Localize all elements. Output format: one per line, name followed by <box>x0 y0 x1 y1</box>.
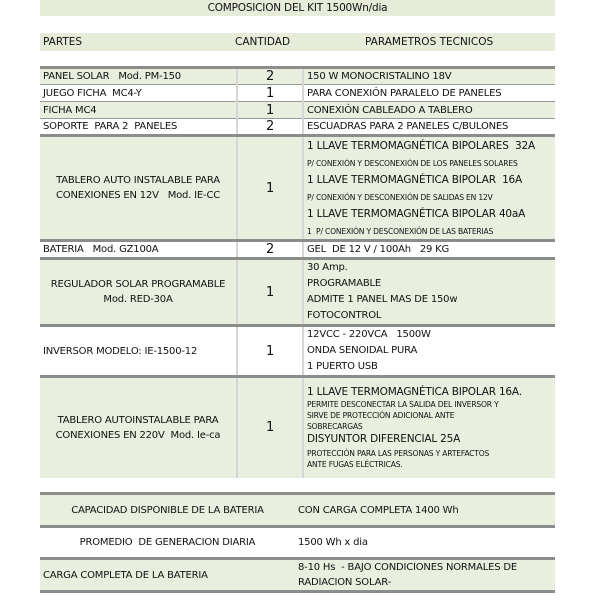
param-note: SIRVE DE PROTECCIÓN ADICIONAL ANTE <box>307 411 455 421</box>
part-name <box>40 377 237 478</box>
param-note: PERMITE DESCONECTAR LA SALIDA DEL INVERSOR Y <box>307 400 499 410</box>
part-params: 150 W MONOCRISTALINO 18V <box>303 68 555 85</box>
summary-row <box>40 527 555 559</box>
part-name: PANEL SOLAR Mod. PM-150 <box>40 68 237 85</box>
column-header-parts: PARTES <box>43 36 83 48</box>
column-header-params: PARAMETROS TECNICOS <box>365 36 494 48</box>
table-row <box>40 326 555 377</box>
part-params: PARA CONEXIÓN PARALELO DE PANELES <box>303 85 555 102</box>
table-row <box>40 85 555 102</box>
kit-composition-document <box>40 0 555 588</box>
table-row <box>40 119 555 136</box>
part-name: INVERSOR MODELO: IE-1500-12 <box>40 326 237 377</box>
part-quantity: 1 <box>237 326 303 377</box>
summary-row <box>40 494 555 527</box>
summary-label: PROMEDIO DE GENERACION DIARIA <box>40 527 295 559</box>
param-line: 12VCC - 220VCA 1500W <box>307 329 431 340</box>
table-row <box>40 259 555 326</box>
part-name <box>40 136 237 241</box>
part-name <box>40 259 237 326</box>
summary-value: CON CARGA COMPLETA 1400 Wh <box>295 494 555 527</box>
part-name: JUEGO FICHA MC4-Y <box>40 85 237 102</box>
column-header-qty: CANTIDAD <box>235 36 291 48</box>
part-params: GEL DE 12 V / 100Ah 29 KG <box>303 241 555 259</box>
summary-table <box>40 492 555 593</box>
table-row <box>40 102 555 119</box>
document-title: COMPOSICION DEL KIT 1500Wn/dia <box>40 0 555 16</box>
part-quantity: 2 <box>237 68 303 85</box>
part-params: ESCUADRAS PARA 2 PANELES C/BULONES <box>303 119 555 136</box>
param-note: P/ CONEXIÓN Y DESCONEXIÓN DE LOS PANELES SOLARES <box>307 159 518 168</box>
summary-row <box>40 559 555 592</box>
param-line: PROGRAMABLE <box>307 278 382 289</box>
summary-value-line: RADIACION SOLAR- <box>298 577 391 588</box>
part-quantity: 2 <box>237 119 303 136</box>
part-name: SOPORTE PARA 2 PANELES <box>40 119 237 136</box>
part-quantity: 1 <box>237 377 303 478</box>
summary-value-line: 8-10 Hs - BAJO CONDICIONES NORMALES DE <box>298 562 517 573</box>
parts-table <box>40 66 555 478</box>
param-line: DISYUNTOR DIFERENCIAL 25A <box>307 433 461 446</box>
param-line: 1 LLAVE TERMOMAGNÉTICA BIPOLARES 32A <box>307 140 535 152</box>
table-header <box>40 33 555 51</box>
part-name-line: CONEXIONES EN 12V Mod. IE-CC <box>55 190 221 201</box>
param-line: 1 LLAVE TERMOMAGNÉTICA BIPOLAR 16A <box>307 174 523 186</box>
summary-label: CARGA COMPLETA DE LA BATERIA <box>40 559 295 592</box>
param-line: 1 PUERTO USB <box>307 361 378 372</box>
param-line: 1 LLAVE TERMOMAGNÉTICA BIPOLAR 16A. <box>307 386 522 399</box>
part-quantity: 1 <box>237 85 303 102</box>
part-quantity: 2 <box>237 241 303 259</box>
part-name: BATERIA Mod. GZ100A <box>40 241 237 259</box>
param-line: 30 Amp. <box>307 262 348 273</box>
summary-label: CAPACIDAD DISPONIBLE DE LA BATERIA <box>40 494 295 527</box>
table-row <box>40 377 555 478</box>
param-line: ADMITE 1 PANEL MAS DE 150w <box>307 294 458 305</box>
part-params <box>303 259 555 326</box>
param-line: 1 LLAVE TERMOMAGNÉTICA BIPOLAR 40aA <box>307 208 526 220</box>
param-note: P/ CONEXIÓN Y DESCONEXIÓN DE SALIDAS EN 12V <box>307 193 493 202</box>
part-quantity: 1 <box>237 259 303 326</box>
part-params <box>303 377 555 478</box>
part-quantity: 1 <box>237 136 303 241</box>
summary-value <box>295 559 555 592</box>
part-params: CONEXIÓN CABLEADO A TABLERO <box>303 102 555 119</box>
part-params <box>303 136 555 241</box>
param-note: 1 P/ CONEXIÓN Y DESCONEXIÓN DE LAS BATERIAS <box>307 227 494 236</box>
part-name-line: CONEXIONES EN 220V Mod. Ie-ca <box>55 429 221 441</box>
summary-value: 1500 Wh x dia <box>295 527 555 559</box>
part-name-line: REGULADOR SOLAR PROGRAMABLE <box>50 279 226 290</box>
table-row <box>40 136 555 241</box>
part-name-line: TABLERO AUTO INSTALABLE PARA <box>56 175 220 186</box>
part-params <box>303 326 555 377</box>
part-name: FICHA MC4 <box>40 102 237 119</box>
param-note: ANTE FUGAS ELÉCTRICAS. <box>307 460 403 470</box>
part-quantity: 1 <box>237 102 303 119</box>
param-note: PROTECCIÓN PARA LAS PERSONAS Y ARTEFACTOS <box>307 449 490 459</box>
part-name-line: Mod. RED-30A <box>103 294 173 305</box>
param-note: SOBRECARGAS <box>307 422 363 432</box>
param-line: FOTOCONTROL <box>307 310 382 321</box>
table-row <box>40 241 555 259</box>
param-line: ONDA SENOIDAL PURA <box>307 345 418 356</box>
table-row <box>40 68 555 85</box>
part-name-line: TABLERO AUTOINSTALABLE PARA <box>57 414 219 426</box>
